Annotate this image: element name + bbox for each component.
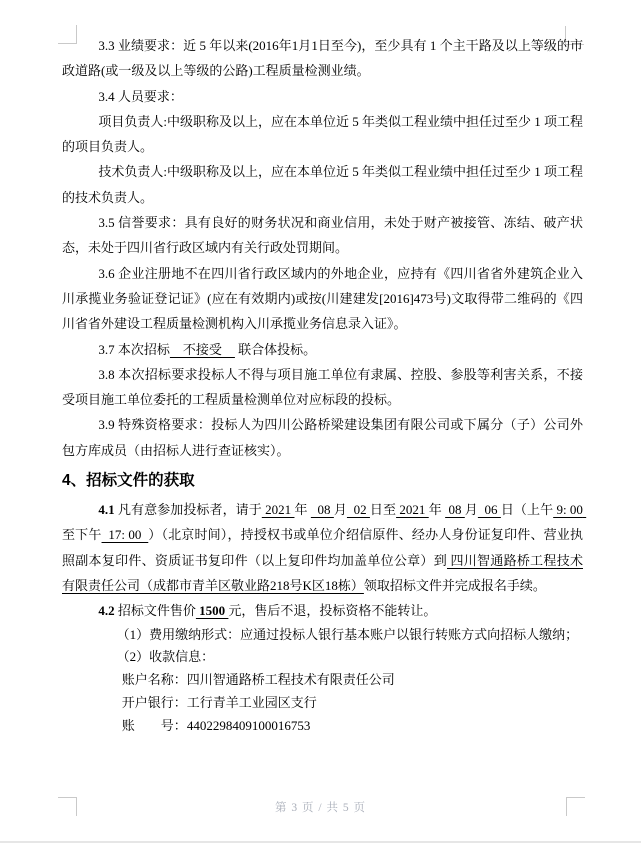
page-bottom-edge [0,841,641,843]
para-3-5: 3.5 信誉要求：具有良好的财务状况和商业信用，未处于财产被接管、冻结、破产状态，未处于四川省行政区域内有关行政处罚期间。 [62,215,583,256]
para-4-2-item-1: （1）费用缴纳形式：应通过投标人银行基本账户以银行转账方式向招标人缴纳； [116,626,579,642]
account-number-line: 账 号：4402298409100016753 [121,717,311,733]
para-3-9: 3.9 特殊资格要求：投标人为四川公路桥梁建设集团有限公司或下属分（子）公司外包方库成员（由招标人进行查证核实）。 [62,417,583,458]
para-3-4-project-leader: 项目负责人:中级职称及以上，应在本单位近 5 年类似工程业绩中担任过至少 1 项工程的项目负责人。 [62,113,584,155]
para-3-8: 3.8 本次招标要求投标人不得与项目施工单位有隶属、控股、参股等利害关系，不接受项目施工单位委托的工程质量检测单位对应标段的投标。 [62,366,583,408]
bank-name-line: 开户银行：工行青羊工业园区支行 [121,694,317,710]
para-4-1: 4.1 凡有意参加投标者，请于 2021 年 08 月 02 日至 2021 年 08 月 06 日（上午 9: 00 至下午 17: 00 ）（北京时间），持授权书或单位介绍信原件、经办人身份证复印件、营业执照副本复印件、资质证书复印件（以上复印件均加盖单位公章）到 四川智通路桥工程技术有限责任公司（成都市青羊区敬业路218号K区18栋）领取招标文件并完成报名手续。 [62,502,590,593]
para-3-7: 3.7 本次招标 不接受 联合体投标。 [98,341,317,357]
para-3-4: 3.4 人员要求： [98,88,183,104]
para-3-6: 3.6 企业注册地不在四川省行政区域内的外地企业，应持有《四川省省外建筑企业入川承揽业务验证登记证》(应在有效期内)或按(川建建发[2016]473号)文取得带二维码的《四川省省外建设工程质量检测机构入川承揽业务信息录入证》。 [62,265,583,332]
page-number-footer: 第 3 页 / 共 5 页 [275,802,366,814]
para-4-2: 4.2 招标文件售价 1500 元，售后不退，投标资格不能转让。 [98,603,437,619]
heading-section-4: 4、招标文件的获取 [62,472,195,490]
para-3-4-tech-leader: 技术负责人:中级职称及以上，应在本单位近 5 年类似工程业绩中担任过至少 1 项工程的技术负责人。 [62,164,584,205]
para-4-2-item-2: （2）收款信息： [116,649,215,665]
para-3-3: 3.3 业绩要求：近 5 年以来(2016年1月1日至今)，至少具有 1 个主干路及以上等级的市政道路(或一级及以上等级的公路)工程质量检测业绩。 [62,38,583,79]
document-body [62,33,590,738]
account-name-line: 账户名称：四川智通路桥工程技术有限责任公司 [121,672,395,688]
